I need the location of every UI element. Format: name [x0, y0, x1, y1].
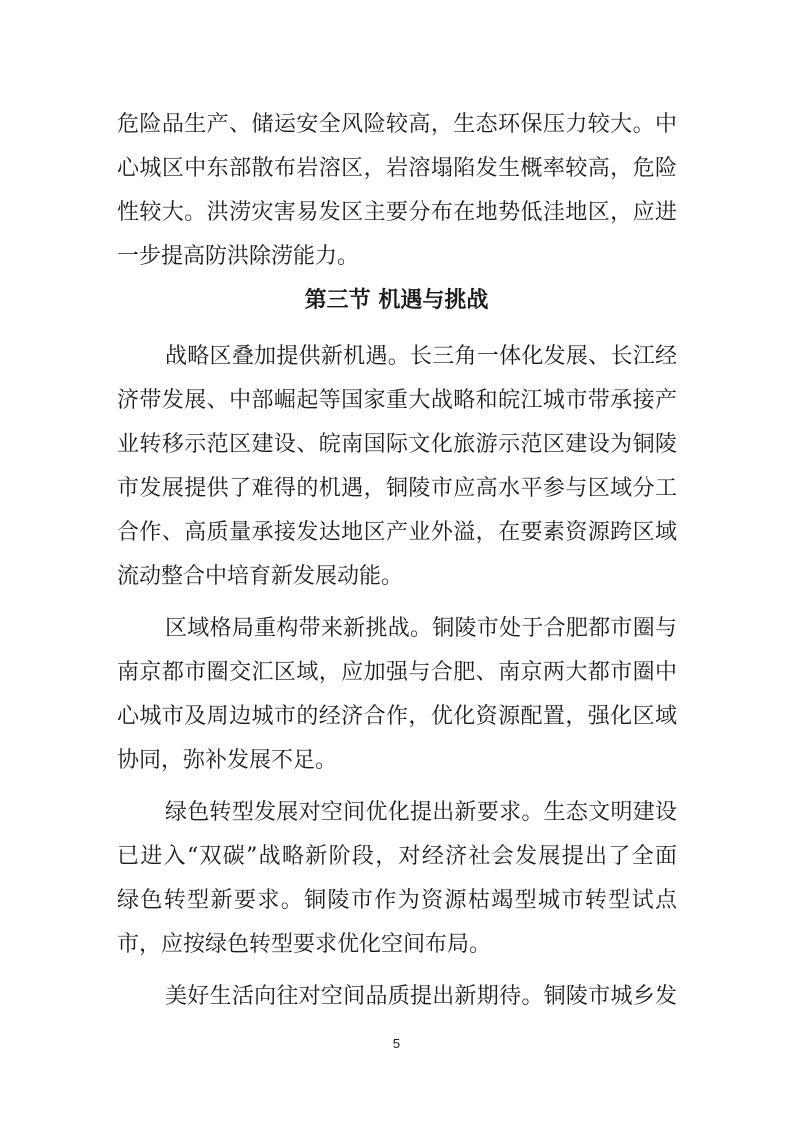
- paragraph-3-line-2: 南京都市圈交汇区域，应加强与合肥、南京两大都市圈中: [117, 660, 677, 685]
- section-heading: 第三节 机遇与挑战: [304, 288, 489, 313]
- paragraph-4-line-1-text: 生态文明建设: [543, 800, 677, 825]
- page-number: 5: [392, 1036, 401, 1051]
- paragraph-2-line-5: 合作、高质量承接发达地区产业外溢，在要素资源跨区域: [117, 520, 677, 545]
- paragraph-3-lead: 区域格局重构带来新挑战。: [165, 616, 433, 641]
- paragraph-5-lead: 美好生活向往对空间品质提出新期待。: [165, 984, 544, 1009]
- paragraph-1-line-2: 心城区中东部散布岩溶区，岩溶塌陷发生概率较高，危险: [117, 156, 677, 181]
- paragraph-5-line-1: [165, 982, 677, 1012]
- paragraph-3-line-1: [165, 614, 677, 644]
- paragraph-2-line-4: 市发展提供了难得的机遇，铜陵市应高水平参与区域分工: [117, 476, 677, 501]
- paragraph-4-line-4: 市，应按绿色转型要求优化空间布局。: [117, 932, 492, 957]
- paragraph-1-line-4: 一步提高防洪除涝能力。: [117, 244, 360, 269]
- paragraph-2-line-6: 流动整合中培育新发展动能。: [117, 564, 404, 589]
- paragraph-2-line-3: 业转移示范区建设、皖南国际文化旅游示范区建设为铜陵: [117, 432, 677, 457]
- paragraph-4-line-3: 绿色转型新要求。铜陵市作为资源枯竭型城市转型试点: [117, 888, 677, 913]
- paragraph-3-line-1-text: 铜陵市处于合肥都市圈与: [432, 616, 677, 641]
- paragraph-2-line-1: [165, 342, 677, 372]
- paragraph-4-line-2: 已进入“双碳”战略新阶段，对经济社会发展提出了全面: [117, 844, 677, 869]
- paragraph-3-line-3: 心城市及周边城市的经济合作，优化资源配置，强化区域: [117, 704, 677, 729]
- paragraph-4-lead: 绿色转型发展对空间优化提出新要求。: [165, 800, 544, 825]
- paragraph-2-line-2: 济带发展、中部崛起等国家重大战略和皖江城市带承接产: [117, 388, 677, 413]
- paragraph-1-line-1: 危险品生产、储运安全风险较高，生态环保压力较大。中: [117, 112, 677, 137]
- paragraph-1-line-3: 性较大。洪涝灾害易发区主要分布在地势低洼地区，应进: [117, 200, 677, 225]
- paragraph-2-lead: 战略区叠加提供新机遇。: [165, 344, 410, 369]
- paragraph-2-line-1-text: 长三角一体化发展、长江经: [410, 344, 677, 369]
- paragraph-3-line-4: 协同，弥补发展不足。: [117, 748, 338, 773]
- paragraph-4-line-1: [165, 798, 677, 828]
- paragraph-5-line-1-text: 铜陵市城乡发: [543, 984, 677, 1009]
